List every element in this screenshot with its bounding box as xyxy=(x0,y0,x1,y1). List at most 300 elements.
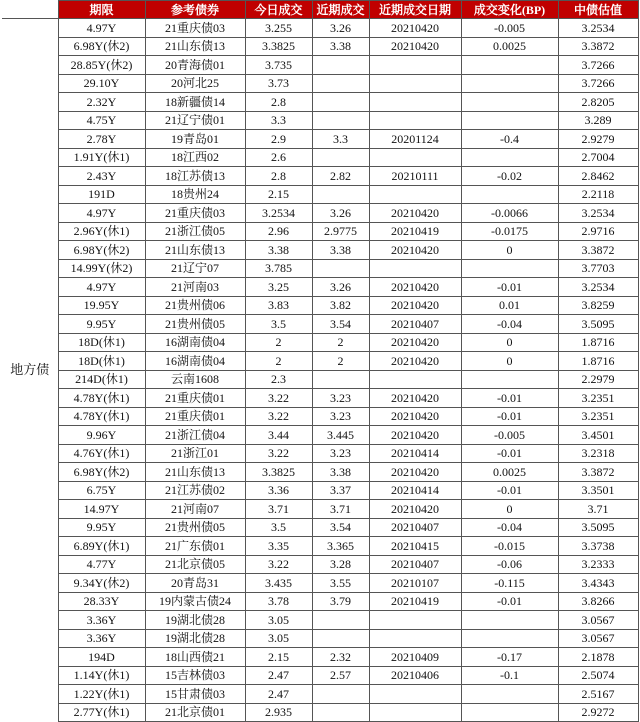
recent-date-cell xyxy=(369,370,461,389)
bond-cell: 21辽宁07 xyxy=(145,259,245,278)
recent-trade-cell: 2.32 xyxy=(312,648,369,667)
recent-date-cell: 20210407 xyxy=(369,518,461,537)
recent-date-cell: 20210407 xyxy=(369,315,461,334)
recent-trade-cell: 3.445 xyxy=(312,426,369,445)
bond-cell: 18贵州24 xyxy=(145,185,245,204)
column-header: 期限 xyxy=(58,1,145,19)
bond-cell: 19青岛01 xyxy=(145,130,245,149)
table-row xyxy=(2,685,638,704)
bond-cell: 21重庆债03 xyxy=(145,19,245,38)
today-trade-cell: 3.73 xyxy=(245,74,312,93)
recent-trade-cell: 3.26 xyxy=(312,278,369,297)
valuation-cell: 2.5074 xyxy=(558,666,638,685)
recent-trade-cell xyxy=(312,259,369,278)
change-bp-cell xyxy=(461,629,558,648)
bond-cell: 21浙江债05 xyxy=(145,222,245,241)
valuation-cell: 2.2118 xyxy=(558,185,638,204)
recent-trade-cell: 3.71 xyxy=(312,500,369,519)
recent-date-cell xyxy=(369,111,461,130)
table-row xyxy=(2,574,638,593)
valuation-cell: 2.9716 xyxy=(558,222,638,241)
today-trade-cell: 2.9 xyxy=(245,130,312,149)
recent-date-cell: 20210420 xyxy=(369,333,461,352)
today-trade-cell: 3.3825 xyxy=(245,37,312,56)
term-cell: 9.95Y xyxy=(58,315,145,334)
change-bp-cell: -0.01 xyxy=(461,592,558,611)
recent-trade-cell xyxy=(312,611,369,630)
change-bp-cell xyxy=(461,611,558,630)
change-bp-cell xyxy=(461,111,558,130)
valuation-cell: 3.2351 xyxy=(558,389,638,408)
header-corner xyxy=(2,1,58,19)
term-cell: 6.75Y xyxy=(58,481,145,500)
today-trade-cell: 3.05 xyxy=(245,611,312,630)
recent-trade-cell xyxy=(312,703,369,722)
recent-date-cell xyxy=(369,93,461,112)
recent-date-cell: 20210419 xyxy=(369,592,461,611)
term-cell: 194D xyxy=(58,648,145,667)
table-row xyxy=(2,407,638,426)
bond-cell: 16湖南债04 xyxy=(145,333,245,352)
today-trade-cell: 3.83 xyxy=(245,296,312,315)
recent-date-cell xyxy=(369,685,461,704)
recent-trade-cell xyxy=(312,74,369,93)
today-trade-cell: 3.435 xyxy=(245,574,312,593)
bond-trade-table xyxy=(2,0,639,722)
today-trade-cell: 3.44 xyxy=(245,426,312,445)
recent-date-cell xyxy=(369,629,461,648)
recent-trade-cell xyxy=(312,370,369,389)
recent-trade-cell: 3.38 xyxy=(312,463,369,482)
recent-date-cell: 20210420 xyxy=(369,500,461,519)
recent-trade-cell: 3.55 xyxy=(312,574,369,593)
term-cell: 9.96Y xyxy=(58,426,145,445)
today-trade-cell: 2 xyxy=(245,352,312,371)
term-cell: 1.91Y(休1) xyxy=(58,148,145,167)
valuation-cell: 3.71 xyxy=(558,500,638,519)
table-row xyxy=(2,167,638,186)
change-bp-cell: -0.01 xyxy=(461,278,558,297)
change-bp-cell xyxy=(461,74,558,93)
recent-date-cell: 20210420 xyxy=(369,241,461,260)
bond-cell: 21山东债13 xyxy=(145,37,245,56)
recent-date-cell: 20210415 xyxy=(369,537,461,556)
recent-trade-cell: 3.79 xyxy=(312,592,369,611)
change-bp-cell: -0.005 xyxy=(461,19,558,38)
valuation-cell: 3.3738 xyxy=(558,537,638,556)
column-header: 今日成交 xyxy=(245,1,312,19)
today-trade-cell: 3.735 xyxy=(245,56,312,75)
recent-trade-cell xyxy=(312,185,369,204)
today-trade-cell: 3.3825 xyxy=(245,463,312,482)
term-cell: 6.89Y(休1) xyxy=(58,537,145,556)
change-bp-cell xyxy=(461,685,558,704)
recent-date-cell xyxy=(369,611,461,630)
today-trade-cell: 3.785 xyxy=(245,259,312,278)
valuation-cell: 2.9279 xyxy=(558,130,638,149)
today-trade-cell: 2.47 xyxy=(245,685,312,704)
today-trade-cell: 2.8 xyxy=(245,93,312,112)
recent-trade-cell: 3.23 xyxy=(312,389,369,408)
term-cell: 2.77Y(休1) xyxy=(58,703,145,722)
recent-date-cell: 20210111 xyxy=(369,167,461,186)
recent-trade-cell: 3.365 xyxy=(312,537,369,556)
change-bp-cell xyxy=(461,148,558,167)
term-cell: 4.97Y xyxy=(58,19,145,38)
table-row xyxy=(2,611,638,630)
valuation-cell: 1.8716 xyxy=(558,352,638,371)
change-bp-cell: -0.1 xyxy=(461,666,558,685)
table-row xyxy=(2,463,638,482)
recent-date-cell: 20210409 xyxy=(369,648,461,667)
column-header: 近期成交 xyxy=(312,1,369,19)
term-cell: 4.78Y(休1) xyxy=(58,389,145,408)
today-trade-cell: 2.6 xyxy=(245,148,312,167)
bond-cell: 15吉林债03 xyxy=(145,666,245,685)
recent-trade-cell: 3.54 xyxy=(312,518,369,537)
change-bp-cell xyxy=(461,370,558,389)
table-row xyxy=(2,204,638,223)
table-row xyxy=(2,222,638,241)
bond-cell: 18江西02 xyxy=(145,148,245,167)
term-cell: 18D(休1) xyxy=(58,333,145,352)
bond-cell: 21广东债01 xyxy=(145,537,245,556)
term-cell: 14.97Y xyxy=(58,500,145,519)
change-bp-cell: -0.01 xyxy=(461,389,558,408)
valuation-cell: 2.7004 xyxy=(558,148,638,167)
change-bp-cell: 0 xyxy=(461,352,558,371)
recent-date-cell: 20210420 xyxy=(369,352,461,371)
today-trade-cell: 3.35 xyxy=(245,537,312,556)
recent-date-cell: 20210420 xyxy=(369,37,461,56)
column-header: 中债估值 xyxy=(558,1,638,19)
today-trade-cell: 3.5 xyxy=(245,315,312,334)
table-row xyxy=(2,481,638,500)
recent-trade-cell xyxy=(312,93,369,112)
term-cell: 6.98Y(休2) xyxy=(58,463,145,482)
term-cell: 2.32Y xyxy=(58,93,145,112)
valuation-cell: 3.4343 xyxy=(558,574,638,593)
table-row xyxy=(2,148,638,167)
recent-date-cell: 20210420 xyxy=(369,426,461,445)
recent-date-cell xyxy=(369,148,461,167)
change-bp-cell: 0.0025 xyxy=(461,463,558,482)
table-row xyxy=(2,703,638,722)
recent-date-cell: 20210420 xyxy=(369,389,461,408)
change-bp-cell: 0.0025 xyxy=(461,37,558,56)
term-cell: 2.96Y(休1) xyxy=(58,222,145,241)
bond-cell: 21河南03 xyxy=(145,278,245,297)
valuation-cell: 3.3872 xyxy=(558,241,638,260)
bond-cell: 21辽宁债01 xyxy=(145,111,245,130)
column-header: 近期成交日期 xyxy=(369,1,461,19)
recent-trade-cell xyxy=(312,148,369,167)
valuation-cell: 3.2534 xyxy=(558,19,638,38)
table-row xyxy=(2,648,638,667)
recent-date-cell: 20210420 xyxy=(369,407,461,426)
bond-cell: 19内蒙古债24 xyxy=(145,592,245,611)
today-trade-cell: 2.15 xyxy=(245,648,312,667)
valuation-cell: 3.0567 xyxy=(558,629,638,648)
recent-trade-cell: 2.57 xyxy=(312,666,369,685)
recent-date-cell xyxy=(369,185,461,204)
today-trade-cell: 3.3 xyxy=(245,111,312,130)
change-bp-cell: -0.0066 xyxy=(461,204,558,223)
change-bp-cell: -0.17 xyxy=(461,648,558,667)
today-trade-cell: 3.255 xyxy=(245,19,312,38)
recent-date-cell xyxy=(369,56,461,75)
term-cell: 29.10Y xyxy=(58,74,145,93)
valuation-cell: 3.5095 xyxy=(558,518,638,537)
table-row xyxy=(2,259,638,278)
valuation-cell: 2.8205 xyxy=(558,93,638,112)
table-body xyxy=(2,19,638,722)
table-row xyxy=(2,37,638,56)
table-row xyxy=(2,56,638,75)
column-header: 参考债券 xyxy=(145,1,245,19)
term-cell: 4.97Y xyxy=(58,204,145,223)
term-cell: 14.99Y(休2) xyxy=(58,259,145,278)
table-row xyxy=(2,93,638,112)
change-bp-cell: 0.01 xyxy=(461,296,558,315)
recent-date-cell: 20210107 xyxy=(369,574,461,593)
bond-cell: 20河北25 xyxy=(145,74,245,93)
term-cell: 214D(休1) xyxy=(58,370,145,389)
term-cell: 2.43Y xyxy=(58,167,145,186)
change-bp-cell: -0.015 xyxy=(461,537,558,556)
recent-trade-cell: 3.3 xyxy=(312,130,369,149)
recent-date-cell: 20210406 xyxy=(369,666,461,685)
recent-trade-cell: 2 xyxy=(312,352,369,371)
term-cell: 4.77Y xyxy=(58,555,145,574)
bond-cell: 21北京债05 xyxy=(145,555,245,574)
recent-date-cell: 20210420 xyxy=(369,463,461,482)
valuation-cell: 2.2979 xyxy=(558,370,638,389)
table-row xyxy=(2,315,638,334)
recent-trade-cell: 3.26 xyxy=(312,19,369,38)
table-row xyxy=(2,333,638,352)
change-bp-cell xyxy=(461,703,558,722)
recent-date-cell: 20210420 xyxy=(369,19,461,38)
table-header xyxy=(2,1,638,19)
term-cell: 28.33Y xyxy=(58,592,145,611)
valuation-cell: 3.2318 xyxy=(558,444,638,463)
bond-cell: 21重庆债03 xyxy=(145,204,245,223)
valuation-cell: 2.1878 xyxy=(558,648,638,667)
bond-cell: 20青岛31 xyxy=(145,574,245,593)
table-row xyxy=(2,185,638,204)
change-bp-cell: -0.04 xyxy=(461,315,558,334)
today-trade-cell: 2.47 xyxy=(245,666,312,685)
today-trade-cell: 2.15 xyxy=(245,185,312,204)
valuation-cell: 3.3872 xyxy=(558,463,638,482)
table-row xyxy=(2,444,638,463)
today-trade-cell: 3.5 xyxy=(245,518,312,537)
change-bp-cell: -0.0175 xyxy=(461,222,558,241)
change-bp-cell xyxy=(461,259,558,278)
valuation-cell: 3.3501 xyxy=(558,481,638,500)
change-bp-cell: 0 xyxy=(461,333,558,352)
recent-date-cell xyxy=(369,74,461,93)
bond-cell: 21贵州债05 xyxy=(145,518,245,537)
recent-trade-cell xyxy=(312,629,369,648)
term-cell: 6.98Y(休2) xyxy=(58,241,145,260)
bond-cell: 16湖南债04 xyxy=(145,352,245,371)
bond-cell: 云南1608 xyxy=(145,370,245,389)
today-trade-cell: 2.935 xyxy=(245,703,312,722)
table-row xyxy=(2,555,638,574)
today-trade-cell: 2.3 xyxy=(245,370,312,389)
valuation-cell: 3.5095 xyxy=(558,315,638,334)
valuation-cell: 3.8266 xyxy=(558,592,638,611)
table-row xyxy=(2,241,638,260)
change-bp-cell: 0 xyxy=(461,241,558,260)
change-bp-cell: -0.115 xyxy=(461,574,558,593)
table-row xyxy=(2,666,638,685)
valuation-cell: 3.7703 xyxy=(558,259,638,278)
table-row xyxy=(2,74,638,93)
today-trade-cell: 3.71 xyxy=(245,500,312,519)
recent-date-cell: 20210407 xyxy=(369,555,461,574)
term-cell: 4.97Y xyxy=(58,278,145,297)
bond-cell: 21重庆债01 xyxy=(145,407,245,426)
recent-date-cell xyxy=(369,703,461,722)
change-bp-cell: -0.01 xyxy=(461,444,558,463)
recent-trade-cell: 3.38 xyxy=(312,241,369,260)
change-bp-cell: -0.02 xyxy=(461,167,558,186)
term-cell: 3.36Y xyxy=(58,611,145,630)
valuation-cell: 3.7266 xyxy=(558,56,638,75)
recent-trade-cell: 3.26 xyxy=(312,204,369,223)
change-bp-cell: -0.01 xyxy=(461,407,558,426)
recent-trade-cell: 3.82 xyxy=(312,296,369,315)
recent-trade-cell: 3.23 xyxy=(312,407,369,426)
today-trade-cell: 3.25 xyxy=(245,278,312,297)
recent-date-cell: 20210419 xyxy=(369,222,461,241)
term-cell: 9.95Y xyxy=(58,518,145,537)
term-cell: 2.78Y xyxy=(58,130,145,149)
today-trade-cell: 2.96 xyxy=(245,222,312,241)
table-row xyxy=(2,19,638,38)
category-label: 地方债 xyxy=(2,19,58,722)
table-row xyxy=(2,278,638,297)
valuation-cell: 3.4501 xyxy=(558,426,638,445)
today-trade-cell: 3.38 xyxy=(245,241,312,260)
table-row xyxy=(2,629,638,648)
change-bp-cell: -0.005 xyxy=(461,426,558,445)
valuation-cell: 2.8462 xyxy=(558,167,638,186)
table-row xyxy=(2,500,638,519)
today-trade-cell: 2.8 xyxy=(245,167,312,186)
valuation-cell: 3.2351 xyxy=(558,407,638,426)
term-cell: 18D(休1) xyxy=(58,352,145,371)
bond-cell: 20青海债01 xyxy=(145,56,245,75)
recent-trade-cell: 3.23 xyxy=(312,444,369,463)
bond-cell: 21贵州债05 xyxy=(145,315,245,334)
valuation-cell: 3.2333 xyxy=(558,555,638,574)
recent-date-cell: 20210420 xyxy=(369,204,461,223)
recent-date-cell: 20210414 xyxy=(369,444,461,463)
term-cell: 4.76Y(休1) xyxy=(58,444,145,463)
bond-cell: 15甘肃债03 xyxy=(145,685,245,704)
today-trade-cell: 3.22 xyxy=(245,555,312,574)
recent-trade-cell xyxy=(312,111,369,130)
bond-cell: 18江苏债13 xyxy=(145,167,245,186)
bond-cell: 21浙江债04 xyxy=(145,426,245,445)
table-row xyxy=(2,352,638,371)
today-trade-cell: 3.78 xyxy=(245,592,312,611)
today-trade-cell: 3.22 xyxy=(245,444,312,463)
recent-trade-cell: 2 xyxy=(312,333,369,352)
change-bp-cell: -0.04 xyxy=(461,518,558,537)
change-bp-cell: -0.4 xyxy=(461,130,558,149)
table-row xyxy=(2,592,638,611)
change-bp-cell: -0.01 xyxy=(461,481,558,500)
valuation-cell: 3.2534 xyxy=(558,204,638,223)
term-cell: 9.34Y(休2) xyxy=(58,574,145,593)
term-cell: 28.85Y(休2) xyxy=(58,56,145,75)
bond-cell: 21山东债13 xyxy=(145,241,245,260)
valuation-cell: 1.8716 xyxy=(558,333,638,352)
valuation-cell: 2.9272 xyxy=(558,703,638,722)
recent-trade-cell: 3.54 xyxy=(312,315,369,334)
bond-cell: 21重庆债01 xyxy=(145,389,245,408)
valuation-cell: 3.3872 xyxy=(558,37,638,56)
term-cell: 1.22Y(休1) xyxy=(58,685,145,704)
table-row xyxy=(2,426,638,445)
recent-trade-cell xyxy=(312,56,369,75)
bond-cell: 21河南07 xyxy=(145,500,245,519)
today-trade-cell: 2 xyxy=(245,333,312,352)
recent-trade-cell: 2.82 xyxy=(312,167,369,186)
table-row xyxy=(2,370,638,389)
bond-cell: 21江苏债02 xyxy=(145,481,245,500)
bond-cell: 19湖北债28 xyxy=(145,611,245,630)
today-trade-cell: 3.22 xyxy=(245,389,312,408)
table-row xyxy=(2,130,638,149)
recent-date-cell: 20201124 xyxy=(369,130,461,149)
table-row xyxy=(2,296,638,315)
change-bp-cell xyxy=(461,93,558,112)
bond-cell: 21贵州债06 xyxy=(145,296,245,315)
today-trade-cell: 3.22 xyxy=(245,407,312,426)
bond-cell: 21浙江01 xyxy=(145,444,245,463)
change-bp-cell xyxy=(461,56,558,75)
bond-cell: 19湖北债28 xyxy=(145,629,245,648)
recent-trade-cell: 2.9775 xyxy=(312,222,369,241)
term-cell: 4.78Y(休1) xyxy=(58,407,145,426)
recent-date-cell: 20210420 xyxy=(369,278,461,297)
recent-date-cell xyxy=(369,259,461,278)
table-row xyxy=(2,111,638,130)
bond-cell: 21山东债13 xyxy=(145,463,245,482)
change-bp-cell xyxy=(461,185,558,204)
bond-cell: 21北京债01 xyxy=(145,703,245,722)
valuation-cell: 3.7266 xyxy=(558,74,638,93)
bond-cell: 18新疆债14 xyxy=(145,93,245,112)
recent-trade-cell: 3.37 xyxy=(312,481,369,500)
change-bp-cell: 0 xyxy=(461,500,558,519)
recent-date-cell: 20210420 xyxy=(369,296,461,315)
today-trade-cell: 3.05 xyxy=(245,629,312,648)
recent-trade-cell: 3.38 xyxy=(312,37,369,56)
term-cell: 4.75Y xyxy=(58,111,145,130)
table-row xyxy=(2,518,638,537)
bond-cell: 18山西债21 xyxy=(145,648,245,667)
term-cell: 6.98Y(休2) xyxy=(58,37,145,56)
term-cell: 3.36Y xyxy=(58,629,145,648)
term-cell: 19.95Y xyxy=(58,296,145,315)
